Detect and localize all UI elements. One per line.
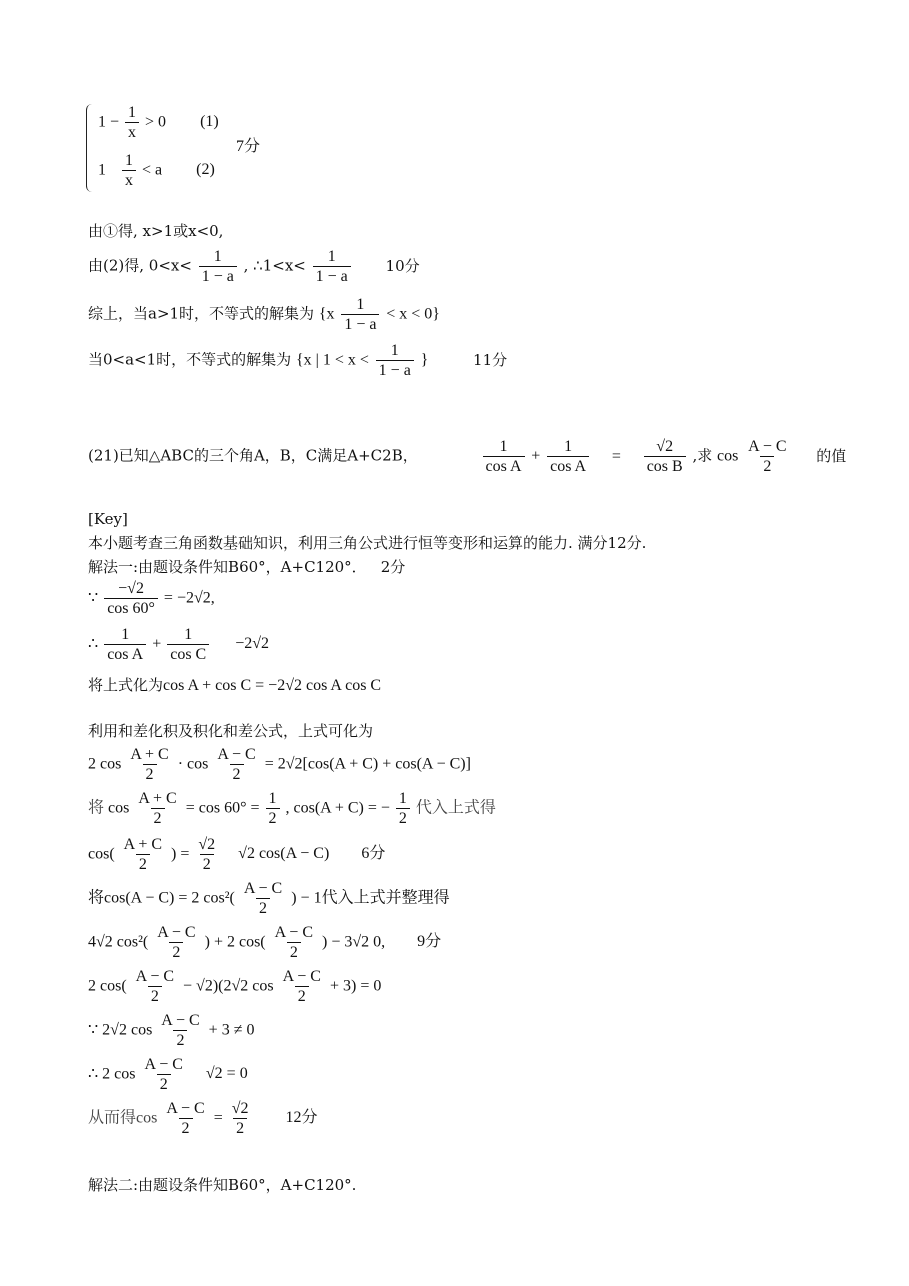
denominator: 2: [287, 942, 301, 962]
math-text: ) − 3√2 0,: [322, 933, 386, 951]
math-text: =: [213, 1109, 223, 1127]
numerator: 1: [125, 152, 133, 169]
math-text: 将: [88, 799, 105, 817]
step-1: [88, 580, 215, 617]
denominator: 2: [169, 942, 183, 962]
denominator: x: [122, 170, 136, 190]
denominator: 1 − a: [376, 360, 414, 380]
step-12: [88, 1056, 248, 1093]
math-text: 9分: [417, 933, 442, 951]
math-text: ∵ 2√2 cos: [88, 1021, 153, 1039]
numerator: A + C: [123, 836, 163, 853]
math-text: 12分: [285, 1109, 318, 1127]
numerator: A + C: [138, 790, 177, 807]
denominator: 2: [173, 1030, 187, 1050]
numerator: 1: [390, 342, 399, 359]
fraction: [483, 438, 525, 475]
math-text: 6分: [361, 845, 386, 863]
fraction: [266, 790, 280, 827]
math-text: − √2)(2√2 cos: [183, 977, 274, 995]
math-text: √2 = 0: [205, 1065, 248, 1083]
math-text: 10分: [385, 256, 420, 275]
math-text: 2分: [380, 558, 406, 576]
denominator: cos 60°: [104, 598, 158, 618]
step-2: [88, 626, 269, 663]
math-text: 4√2 cos²(: [88, 933, 149, 951]
fraction: [158, 1012, 202, 1049]
math-text: 解法一:由题设条件知B60°，A+C120°．: [88, 558, 367, 576]
math-text: cos: [717, 447, 739, 465]
math-text: ) =: [171, 845, 190, 863]
math-text: , ∴1<x<: [243, 256, 306, 275]
math-text: · cos: [177, 755, 209, 773]
math-text: +: [531, 447, 541, 465]
numerator: √2: [656, 438, 674, 455]
math-text: 由(2)得, 0<x<: [88, 256, 192, 275]
numerator: A − C: [282, 968, 321, 985]
math-text: (21)已知△ABC的三个角A，B，C满足A+C2B，: [88, 446, 418, 465]
denominator: 1 − a: [313, 266, 351, 286]
denominator: x: [125, 122, 139, 142]
fraction: [396, 790, 410, 827]
fraction: [272, 924, 316, 961]
fraction: [154, 924, 198, 961]
denominator: cos A: [104, 644, 146, 664]
step-11: [88, 1012, 254, 1049]
step-5: [88, 746, 471, 783]
denominator: 2: [136, 854, 150, 874]
fraction: [313, 248, 351, 285]
math-text: 代入上式得: [415, 799, 496, 817]
method-2: 解法二:由题设条件知B60°，A+C120°.: [88, 1176, 357, 1194]
numerator: 1: [356, 296, 365, 313]
numerator: √2: [231, 1100, 249, 1117]
fraction: [644, 438, 686, 475]
math-text: ∴: [88, 635, 99, 653]
math-text: 2 cos(: [88, 977, 127, 995]
score-7: 7分: [236, 138, 261, 155]
denominator: 2: [179, 1118, 193, 1138]
denominator: 2: [760, 456, 774, 476]
math-text: = 2√2[cos(A + C) + cos(A − C)]: [264, 755, 471, 773]
step-4: 利用和差化积及积化和差公式，上式可化为: [88, 722, 374, 740]
numerator: 1: [128, 104, 137, 121]
key-label: [Key]: [88, 510, 128, 528]
numerator: 1: [499, 438, 508, 455]
fraction: [125, 104, 139, 141]
fraction: [195, 836, 218, 873]
math-text: cos A + cos C = −2√2 cos A cos C: [163, 677, 382, 694]
step-9: [88, 924, 441, 961]
denominator: 2: [233, 1118, 247, 1138]
math-text: {x: [318, 305, 335, 323]
denominator: 2: [396, 808, 410, 828]
denominator: 1 − a: [199, 266, 237, 286]
fraction: [142, 1056, 186, 1093]
intro-text: 本小题考查三角函数基础知识，利用三角公式进行恒等变形和运算的能力. 满分12分.: [88, 534, 647, 552]
numerator: A − C: [135, 968, 175, 985]
method-1: [88, 560, 405, 575]
fraction: [280, 968, 324, 1005]
fraction: [122, 152, 136, 189]
denominator: 2: [266, 808, 280, 828]
denominator: cos A: [547, 456, 589, 476]
denominator: 2: [256, 898, 270, 918]
step-13: [88, 1100, 318, 1137]
line-summary-1: [88, 296, 440, 333]
fraction: [133, 968, 177, 1005]
math-text: + 3) = 0: [329, 977, 382, 995]
math-text: ∴ 2 cos: [88, 1065, 136, 1083]
math-text: , cos(A + C) = −: [285, 799, 390, 817]
numerator: 1: [184, 626, 193, 643]
numerator: −√2: [118, 580, 144, 597]
numerator: 1: [327, 248, 336, 265]
math-text: 的值: [816, 446, 847, 465]
math-text: ∵: [88, 589, 99, 607]
math-text: 将cos(A − C) = 2 cos²(: [88, 889, 235, 907]
numerator: A − C: [748, 438, 787, 455]
math-text: 从而得cos: [88, 1109, 158, 1127]
step-10: [88, 968, 381, 1005]
math-text: √2 cos(A − C): [238, 845, 330, 863]
step-7: [88, 836, 385, 873]
math-text: = cos 60° =: [185, 799, 260, 817]
numerator: 1: [398, 790, 407, 807]
math-text: {x | 1 < x <: [295, 351, 369, 369]
denominator: cos B: [644, 456, 686, 476]
math-text: =: [611, 447, 621, 465]
fraction: [341, 296, 379, 333]
numerator: 1: [213, 248, 222, 265]
numerator: 1: [121, 626, 130, 643]
fraction: [135, 790, 179, 827]
line-from-2: [88, 248, 420, 285]
numerator: A − C: [243, 880, 283, 897]
denominator: 2: [151, 808, 165, 828]
numerator: 1: [564, 438, 573, 455]
fraction: [214, 746, 258, 783]
fraction: [241, 880, 285, 917]
numerator: √2: [198, 836, 216, 853]
fraction: [229, 1100, 252, 1137]
fraction: [104, 626, 146, 663]
step-3: [88, 678, 381, 694]
fraction: [121, 836, 165, 873]
math-text: cos(: [88, 845, 115, 863]
denominator: cos C: [167, 644, 209, 664]
numerator: A − C: [217, 746, 256, 763]
numerator: A − C: [161, 1012, 200, 1029]
math-text: 当0<a<1时，不等式的解集为: [88, 350, 292, 369]
inequality-2: 1 $\frac{1}{x}$ < a (2): [98, 152, 215, 189]
fraction: [547, 438, 589, 475]
math-text: ,求: [692, 446, 713, 465]
denominator: 1 − a: [341, 314, 379, 334]
line-summary-2: [88, 342, 507, 379]
math-text: ) + 2 cos(: [204, 933, 266, 951]
math-text: 2 cos: [88, 755, 122, 773]
numerator: A + C: [130, 746, 169, 763]
denominator: 2: [295, 986, 309, 1006]
fraction: [167, 626, 209, 663]
fraction: [127, 746, 171, 783]
step-8: [88, 880, 450, 917]
fraction: [163, 1100, 207, 1137]
inequality-1: 1 − $\frac{1}{x}$ > 0 (1): [98, 104, 219, 141]
numerator: A − C: [157, 924, 196, 941]
math-text: }: [420, 351, 429, 369]
question-21: [88, 438, 846, 475]
math-text: +: [152, 635, 162, 653]
fraction: [745, 438, 789, 475]
numerator: A − C: [144, 1056, 183, 1073]
math-text: = −2√2,: [163, 589, 215, 607]
denominator: 2: [200, 854, 214, 874]
numerator: 1: [268, 790, 277, 807]
line-from-1: 由①得, x>1或x<0,: [88, 222, 224, 240]
left-brace: [86, 104, 95, 192]
math-text: ) − 1代入上式并整理得: [291, 889, 450, 907]
denominator: 2: [143, 764, 157, 784]
denominator: 2: [148, 986, 162, 1006]
denominator: 2: [230, 764, 244, 784]
math-text: + 3 ≠ 0: [208, 1021, 255, 1039]
fraction: [199, 248, 237, 285]
math-text: 11分: [473, 350, 508, 369]
math-text: cos: [108, 799, 130, 817]
denominator: cos A: [483, 456, 525, 476]
math-text: < x < 0}: [386, 305, 440, 323]
denominator: 2: [157, 1074, 171, 1094]
numerator: A − C: [274, 924, 313, 941]
math-text: 将上式化为: [88, 676, 164, 694]
fraction: [104, 580, 158, 617]
math-text: −2√2: [235, 635, 270, 653]
numerator: A − C: [166, 1100, 205, 1117]
step-6: [88, 790, 496, 827]
fraction: [376, 342, 414, 379]
math-text: 综上，当a>1时，不等式的解集为: [88, 304, 315, 323]
